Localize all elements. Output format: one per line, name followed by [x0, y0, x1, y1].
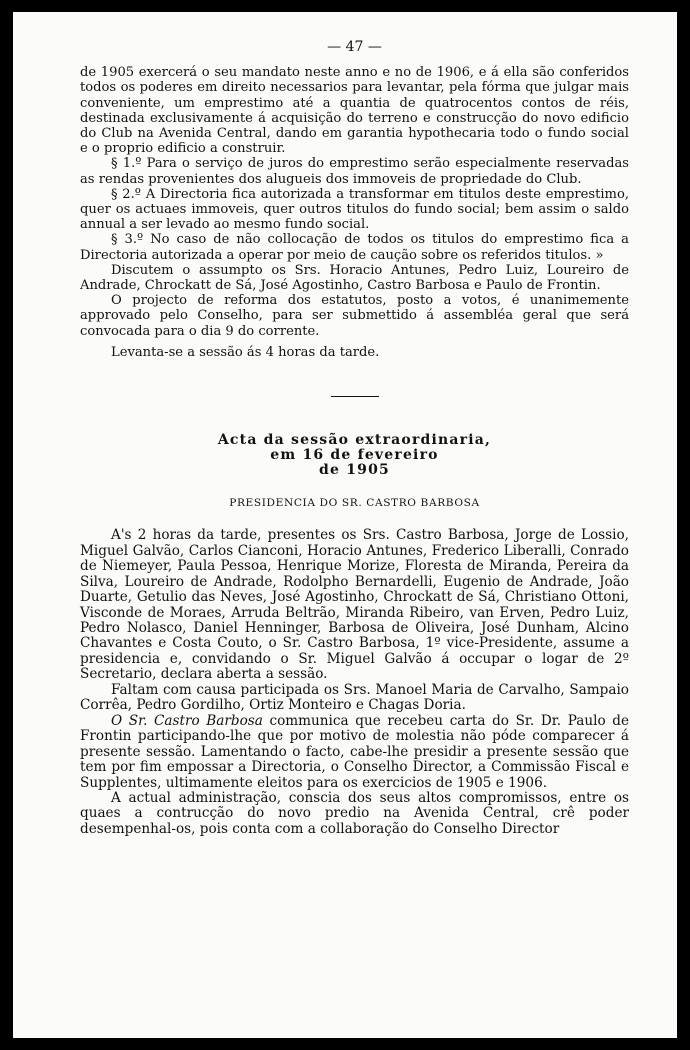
page-content	[80, 40, 629, 837]
minutes-body	[80, 528, 629, 837]
section-divider	[331, 396, 379, 397]
page-number: — 47 —	[327, 39, 382, 55]
paragraph-section-3: § 3.º No caso de não collocação de todos os titulos do emprestimo fica a Directoria autorizada a operar por meio de caução sobre os referidos titulos. »	[80, 232, 629, 263]
paragraph-mandate: de 1905 exercerá o seu mandato neste anno e no de 1906, e á ella são conferidos todos os poderes em direito necessarios para levantar, pela fórma que julgar mais conveniente, um emprestimo até a quantia de quatrocentos contos de réis, destinada exclusivamente á acquisição do terreno e construcção do novo edificio do Club na Avenida Central, dando em garantia hypothecaria todo o fundo social e o proprio edificio a construir.	[80, 65, 629, 157]
paragraph-communication	[80, 714, 629, 791]
heading-line-2: de 1905	[319, 462, 390, 479]
paragraph-administration: A actual administração, conscia dos seus altos compromissos, entre os quaes a contrucção do novo predio na Avenida Central, crê poder desempenhal-os, pois conta com a collaboração do Conselho Director	[80, 789, 629, 837]
paragraph-discussion: Discutem o assumpto os Srs. Horacio Antunes, Pedro Luiz, Loureiro de Andrade, Chrockatt de Sá, José Agostinho, Castro Barbosa e Paulo de Frontin.	[80, 262, 629, 294]
paragraph-closing: Levanta-se a sessão ás 4 horas da tarde.	[111, 344, 380, 360]
paragraph-absences: Faltam com causa participada os Srs. Manoel Maria de Carvalho, Sampaio Corrêa, Pedro Gordilho, Ortiz Monteiro e Chagas Doria.	[80, 681, 629, 714]
document-page	[13, 12, 677, 1038]
paragraph-section-2: § 2.º A Directoria fica autorizada a transformar em titulos deste emprestimo, quer os actuaes immoveis, quer outros titulos do fundo social; bem assim o saldo annual a ser levado ao mesmo fundo social.	[80, 186, 629, 233]
presidency-subheading: PRESIDENCIA DO SR. CASTRO BARBOSA	[229, 497, 480, 510]
paragraph-approval: O projecto de reforma dos estatutos, posto a votos, é unanimemente approvado pelo Conselho, para ser submettido á assembléa geral que será convocada para o dia 9 do corrente.	[80, 293, 629, 339]
paragraph-section-1: § 1.º Para o serviço de juros do emprestimo serão especialmente reservadas as rendas provenientes dos alugueis dos immoveis de propriedade do Club.	[80, 156, 629, 187]
communication-text: communica que recebeu carta do Sr. Dr. Paulo de Frontin participando-lhe que por motivo de molestia não póde comparecer á presente sessão. Lamentando o facto, cabe-lhe presidir a presente sessão que tem por fim empossar a Directoria, o Conselho Director, a Commissão Fiscal e Supplentes, ultimamente eleitos para os exercicios de 1905 e 1906.	[80, 712, 630, 791]
paragraph-attendance: A's 2 horas da tarde, presentes os Srs. Castro Barbosa, Jorge de Lossio, Miguel Galvão, Carlos Cianconi, Horacio Antunes, Frederico Liberalli, Conrado de Niemeyer, Paula Pessoa, Henrique Morize, Floresta de Miranda, Pereira da Silva, Loureiro de Andrade, Rodolpho Bernardelli, Eugenio de Andrade, João Duarte, Getulio das Neves, José Agostinho, Chrockatt de Sá, Christiano Ottoni, Visconde de Moraes, Arruda Beltrão, Miranda Ribeiro, van Erven, Pedro Luiz, Pedro Nolasco, Daniel Henninger, Barbosa de Oliveira, José Dunham, Alcino Chavantes e Costa Couto, o Sr. Castro Barbosa, 1º vice-Presidente, assume a presidencia e, convidando o Sr. Miguel Galvão á occupar o logar de 2º Secretario, declara aberta a sessão.	[80, 527, 629, 683]
heading-line-1: Acta da sessão extraordinaria, em 16 de fevereiro	[217, 432, 492, 464]
section-heading	[205, 433, 505, 478]
speaker-name: O Sr. Castro Barbosa	[111, 712, 263, 729]
